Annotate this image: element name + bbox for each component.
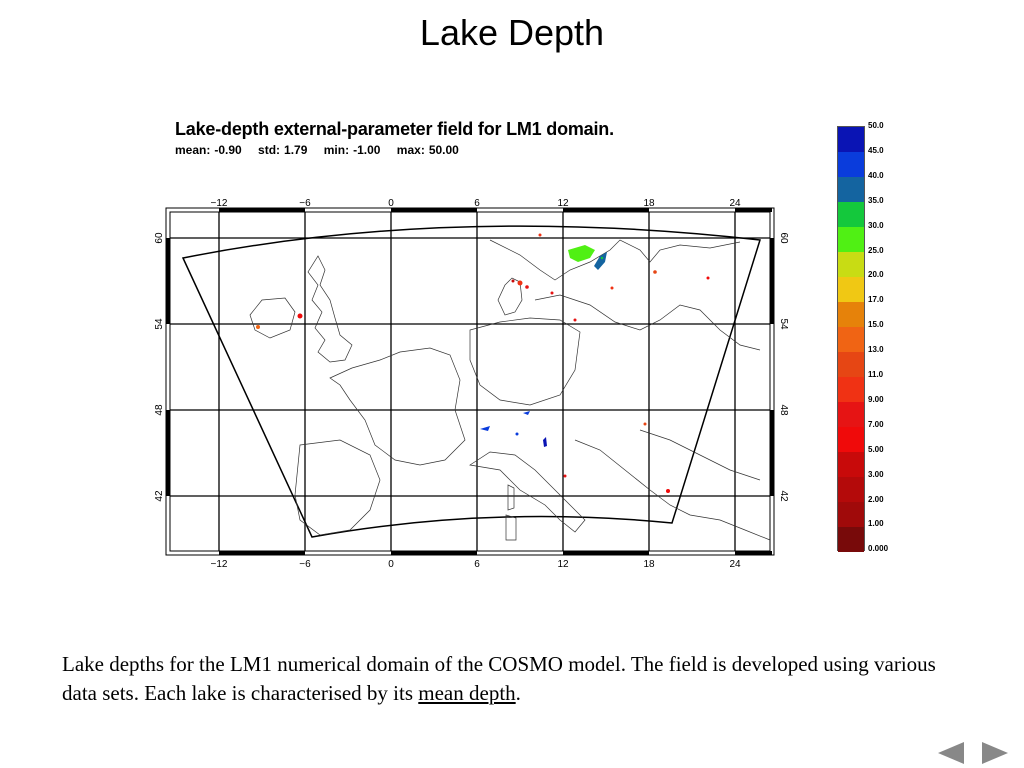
lat-labels-left <box>154 232 165 502</box>
lon-label-bottom: −6 <box>299 559 311 570</box>
lake-garda <box>543 437 547 447</box>
lake-small-5 <box>256 325 260 329</box>
next-arrow-icon <box>982 742 1008 764</box>
lat-label-left: 48 <box>154 404 165 416</box>
colorbar-swatch <box>838 402 864 427</box>
mean-label: mean: <box>175 143 211 157</box>
lon-label-top: −6 <box>299 198 311 209</box>
colorbar-swatch <box>838 327 864 352</box>
map-heading: Lake-depth external-parameter field for LM1 domain. <box>175 119 614 139</box>
min-value: -1.00 <box>353 143 381 157</box>
lat-label-left: 42 <box>154 490 165 502</box>
lake-small-2 <box>525 285 529 289</box>
colorbar-swatch <box>838 377 864 402</box>
next-slide-button[interactable] <box>980 738 1010 768</box>
lon-label-bottom: −12 <box>210 559 228 570</box>
lake-small-13 <box>516 433 519 436</box>
colorbar-swatch <box>838 202 864 227</box>
lat-labels-right <box>778 232 789 502</box>
colorbar-label: 5.00 <box>868 444 884 454</box>
colorbar-label: 35.0 <box>868 195 884 205</box>
map-inner-frame <box>170 212 770 551</box>
coast-adriatic <box>575 440 770 540</box>
lake-small-4 <box>298 314 303 319</box>
graticule <box>170 212 770 551</box>
coast-scandinavia <box>490 240 740 280</box>
std-value: 1.79 <box>284 143 308 157</box>
lon-label-top: 0 <box>388 198 394 209</box>
lon-label-top: 12 <box>557 198 569 209</box>
colorbar-swatch <box>838 427 864 452</box>
colorbar-label: 45.0 <box>868 145 884 155</box>
mean-value: -0.90 <box>214 143 242 157</box>
lake-vanern <box>568 245 595 262</box>
caption-text: Lake depths for the LM1 numerical domain of the COSMO model. The field is developed using various data sets. Each lake is characterised by its <box>62 652 936 705</box>
lake-small-15 <box>564 475 567 478</box>
lon-label-bottom: 24 <box>729 559 741 570</box>
lon-label-bottom: 12 <box>557 559 569 570</box>
coast-corsica <box>508 485 514 510</box>
lon-label-bottom: 6 <box>474 559 480 570</box>
colorbar-swatch <box>838 252 864 277</box>
lat-label-left: 60 <box>154 232 165 244</box>
lake-small-1 <box>518 281 523 286</box>
colorbar-label: 0.000 <box>868 544 889 554</box>
colorbar-label: 2.00 <box>868 494 884 504</box>
coast-france <box>330 348 465 465</box>
lake-small-12 <box>644 423 647 426</box>
lake-small-10 <box>539 234 542 237</box>
colorbar-swatch <box>838 477 864 502</box>
lake-small-3 <box>512 280 515 283</box>
std-label: std: <box>258 143 281 157</box>
caption-end: . <box>515 681 521 705</box>
lake-small-7 <box>611 287 614 290</box>
colorbar-swatch <box>838 152 864 177</box>
lon-labels-top <box>211 198 741 209</box>
colorbar-swatch <box>838 277 864 302</box>
colorbar-label: 40.0 <box>868 170 884 180</box>
colorbar-label: 11.0 <box>868 370 884 379</box>
lon-labels-bottom <box>211 559 741 570</box>
lake-geneva <box>480 426 490 431</box>
colorbar-swatch <box>838 177 864 202</box>
colorbar-label: 17.0 <box>868 295 884 305</box>
lake-small-9 <box>707 277 710 280</box>
lake-small-6 <box>551 292 554 295</box>
colorbar-swatch <box>838 127 864 152</box>
colorbar-label: 20.0 <box>868 270 884 280</box>
previous-slide-button[interactable] <box>936 738 966 768</box>
slide-title: Lake Depth <box>419 12 605 53</box>
lon-label-top: 18 <box>643 198 655 209</box>
lake-small-11 <box>574 319 577 322</box>
colorbar-label: 7.00 <box>868 419 884 429</box>
lat-label-right: 54 <box>778 318 789 330</box>
coast-balkans <box>640 430 760 480</box>
colorbar-label: 13.0 <box>868 345 884 355</box>
coast-ireland <box>250 298 295 338</box>
lon-label-bottom: 0 <box>388 559 394 570</box>
coast-britain <box>308 256 352 362</box>
lat-label-right: 60 <box>778 232 789 244</box>
coastlines <box>250 240 770 540</box>
colorbar-label: 50.0 <box>868 121 884 130</box>
frame-ticks <box>168 210 772 553</box>
depth-colorbar <box>837 126 865 551</box>
colorbar-swatch <box>838 302 864 327</box>
max-value: 50.00 <box>428 143 459 157</box>
lon-label-top: 24 <box>729 198 741 209</box>
slide-caption <box>62 650 942 708</box>
lake-small-14 <box>666 489 670 493</box>
map-frame <box>166 208 774 555</box>
colorbar-label: 30.0 <box>868 220 884 230</box>
coast-italy <box>470 452 585 532</box>
previous-arrow-icon <box>938 742 964 764</box>
min-label: min: <box>323 143 350 157</box>
lat-label-right: 48 <box>778 404 789 416</box>
lat-label-left: 54 <box>154 318 165 330</box>
mean-depth-link[interactable]: mean depth <box>418 681 516 705</box>
lake-small-16 <box>601 257 603 259</box>
domain-boundary <box>183 226 760 537</box>
lon-label-top: −12 <box>210 198 228 209</box>
colorbar-swatch <box>838 452 864 477</box>
max-label: max: <box>396 143 425 157</box>
colorbar-label: 3.00 <box>868 469 884 479</box>
colorbar-swatch <box>838 352 864 377</box>
colorbar-label: 25.0 <box>868 245 884 255</box>
colorbar-swatch <box>838 527 864 552</box>
coast-baltic <box>535 295 760 350</box>
colorbar-swatch <box>838 502 864 527</box>
lake-vattern <box>594 252 607 270</box>
coast-sardinia <box>506 515 516 540</box>
lon-label-bottom: 18 <box>643 559 655 570</box>
colorbar-label: 1.00 <box>868 519 884 529</box>
lake-constance <box>523 411 530 415</box>
colorbar-swatch <box>838 227 864 252</box>
lake-small-8 <box>653 270 657 274</box>
colorbar-label: 9.00 <box>868 394 884 404</box>
coast-iberia <box>295 440 380 535</box>
colorbar-label: 15.0 <box>868 320 884 330</box>
lon-label-top: 6 <box>474 198 480 209</box>
lat-label-right: 42 <box>778 490 789 502</box>
